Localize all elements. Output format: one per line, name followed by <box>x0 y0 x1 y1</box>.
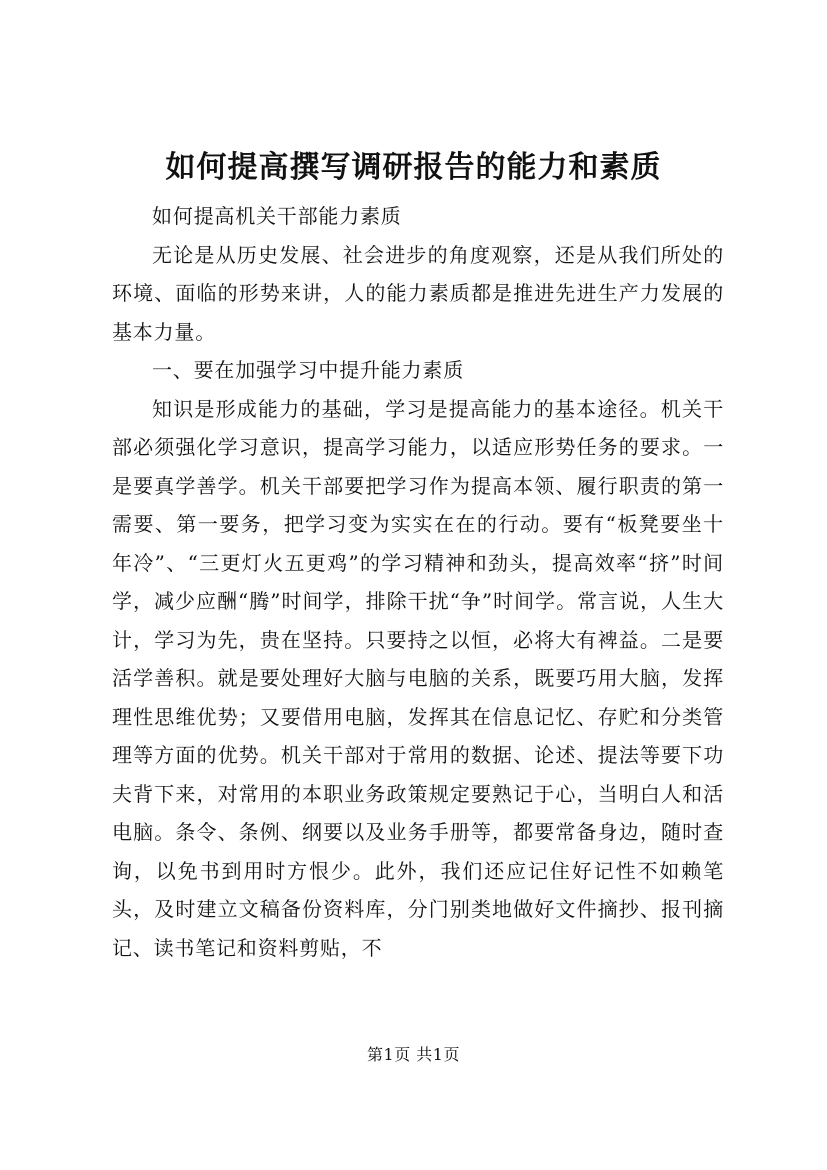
paragraph: 知识是形成能力的基础，学习是提高能力的基本途径。机关干部必须强化学习意识，提高学习能力，以适应形势任务的要求。一是要真学善学。机关干部要把学习作为提高本领、履行职责的第一需要、第一要务，把学习变为实实在在的行动。要有“板凳要坐十年冷”、“三更灯火五更鸡”的学习精神和劲头，提高效率“挤”时间学，减少应酬“腾”时间学，排除干扰“争”时间学。常言说，人生大计，学习为先，贵在坚持。只要持之以恒，必将大有裨益。二是要活学善积。就是要处理好大脑与电脑的关系，既要巧用大脑，发挥理性思维优势；又要借用电脑，发挥其在信息记忆、存贮和分类管理等方面的优势。机关干部对于常用的数据、论述、提法等要下功夫背下来，对常用的本职业务政策规定要熟记于心，当明白人和活电脑。条令、条例、纲要以及业务手册等，都要常备身边，随时查询，以免书到用时方恨少。此外，我们还应记住好记性不如赖笔头，及时建立文稿备份资料库，分门别类地做好文件摘抄、报刊摘记、读书笔记和资料剪贴，不 <box>112 396 724 960</box>
page-number-footer: 第1页 共1页 <box>367 1045 460 1064</box>
document-title: 如何提高撰写调研报告的能力和素质 <box>165 150 662 185</box>
document-body <box>112 197 724 967</box>
section-heading: 一、要在加强学习中提升能力素质 <box>152 358 464 382</box>
paragraph: 无论是从历史发展、社会进步的角度观察，还是从我们所处的环境、面临的形势来讲，人的能力素质都是推进先进生产力发展的基本力量。 <box>112 242 724 344</box>
section-heading: 如何提高机关干部能力素质 <box>152 204 402 228</box>
